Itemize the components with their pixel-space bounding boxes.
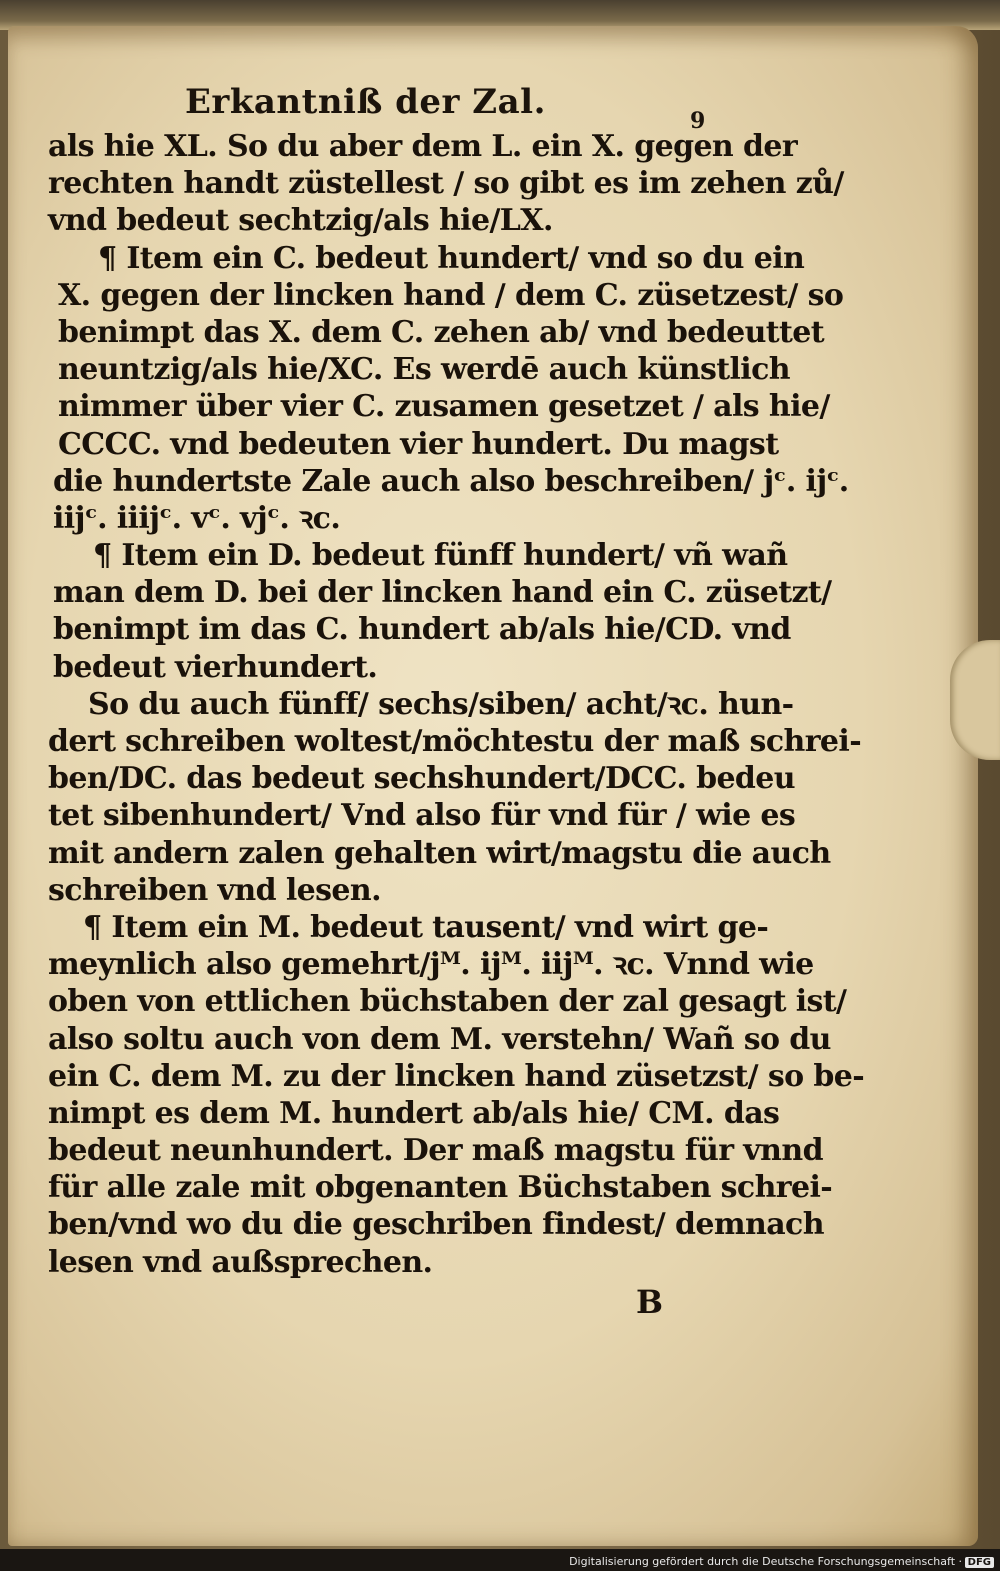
text-line: neuntzig/als hie/XC. Es werdē auch künstlich: [58, 352, 790, 388]
text-line: als hie XL. So du aber dem L. ein X. gegen der: [48, 129, 798, 164]
text-line: nimmer über vier C. zusamen gesetzet / als hie/: [58, 389, 830, 425]
text-line: also soltu auch von dem M. verstehn/ Wañ so du: [48, 1021, 831, 1057]
running-head: Erkantniß der Zal.: [185, 82, 546, 122]
text-line: ein C. dem M. zu der lincken hand züsetzst/ so be-: [48, 1058, 865, 1094]
text-line: ¶ Item ein C. bedeut hundert/ vnd so du ein: [98, 240, 805, 276]
text-line: ben/DC. das bedeut sechshundert/DCC. bedeu: [48, 761, 796, 797]
text-line: für alle zale mit obgenanten Büchstaben schrei-: [48, 1170, 833, 1206]
text-line: oben von ettlichen büchstaben der zal gesagt ist/: [48, 984, 847, 1020]
body-text: [48, 128, 865, 1281]
text-line: X. gegen der lincken hand / dem C. züsetzest/ so: [58, 277, 844, 313]
text-line: benimpt das X. dem C. zehen ab/ vnd bedeuttet: [58, 314, 825, 350]
text-line: benimpt im das C. hundert ab/als hie/CD. vnd: [53, 612, 791, 648]
text-line: man dem D. bei der lincken hand ein C. züsetzt/: [53, 575, 832, 611]
footer-bar: [0, 1549, 1000, 1571]
text-line: schreiben vnd lesen.: [48, 872, 381, 908]
text-line: meynlich also gemehrt/jᴹ. ijᴹ. iijᴹ. ꝛc. Vnnd wie: [48, 947, 814, 983]
text-line: vnd bedeut sechtzig/als hie/LX.: [48, 203, 553, 239]
text-line: ¶ Item ein M. bedeut tausent/ vnd wirt ge-: [83, 909, 769, 945]
text-line: rechten handt züstellest / so gibt es im zehen zů/: [48, 166, 844, 202]
text-line: dert schreiben woltest/möchtestu der maß schrei-: [48, 724, 862, 759]
text-line: CCCC. vnd bedeuten vier hundert. Du magst: [58, 426, 779, 462]
text-line: mit andern zalen gehalten wirt/magstu die auch: [48, 835, 831, 871]
text-line: tet sibenhundert/ Vnd also für vnd für / wie es: [48, 798, 796, 834]
text-line: ben/vnd wo du die geschriben findest/ demnach: [48, 1207, 824, 1243]
signature-mark: B: [636, 1283, 664, 1321]
text-line: iijᶜ. iiijᶜ. vᶜ. vjᶜ. ꝛc.: [53, 500, 341, 536]
page-tab: [950, 640, 1000, 760]
text-line: bedeut vierhundert.: [53, 649, 378, 685]
text-line: lesen vnd außsprechen.: [48, 1244, 433, 1280]
page-mark: 9: [690, 108, 706, 134]
text-line: So du auch fünff/ sechs/siben/ acht/ꝛc. hun-: [88, 686, 794, 722]
text-line: ¶ Item ein D. bedeut fünff hundert/ vñ wañ: [93, 538, 788, 574]
text-line: bedeut neunhundert. Der maß magstu für vnnd: [48, 1133, 823, 1169]
dfg-logo: DFG: [965, 1557, 994, 1568]
text-line: die hundertste Zale auch also beschreiben/ jᶜ. ijᶜ.: [53, 463, 849, 499]
text-line: nimpt es dem M. hundert ab/als hie/ CM. das: [48, 1095, 780, 1131]
funding-credit: Digitalisierung gefördert durch die Deutsche Forschungsgemeinschaft ·: [569, 1555, 962, 1568]
